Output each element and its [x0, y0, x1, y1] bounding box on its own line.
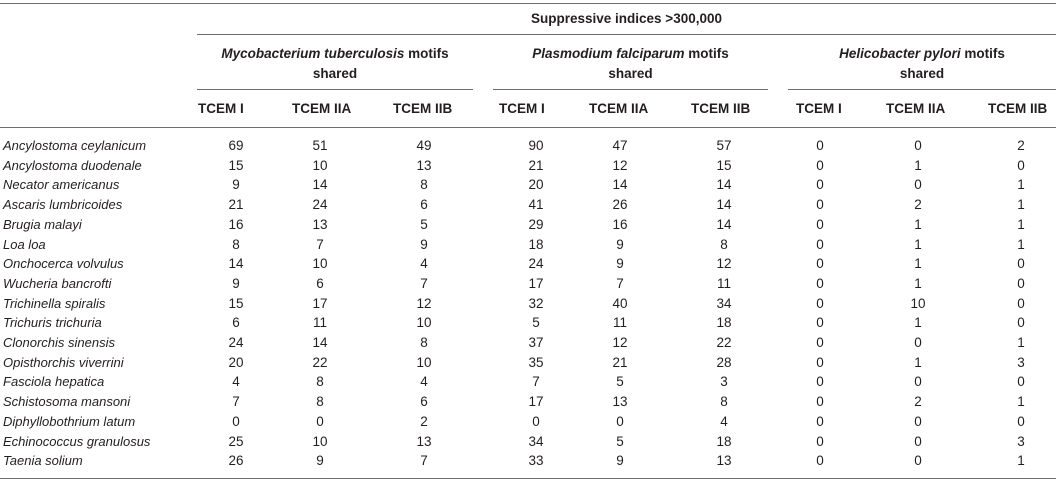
organism-name: Wucheria bancrofti	[3, 276, 112, 291]
organism-name: Trichinella spiralis	[3, 296, 106, 311]
table-cell: 25	[228, 434, 244, 449]
table-cell: 0	[816, 414, 824, 429]
table-cell: 0	[914, 177, 922, 192]
table-cell: 34	[716, 296, 732, 311]
table-title: Suppressive indices >300,000	[531, 11, 722, 26]
column-header: TCEM IIA	[886, 101, 946, 116]
table-cell: 22	[312, 355, 328, 370]
table-cell: 0	[914, 138, 922, 153]
table-cell: 1	[1017, 237, 1025, 252]
table-cell: 0	[1017, 414, 1025, 429]
table-cell: 3	[720, 374, 728, 389]
table-cell: 20	[528, 177, 544, 192]
table-cell: 4	[720, 414, 728, 429]
table-cell: 11	[312, 315, 327, 330]
table-cell: 0	[816, 453, 824, 468]
table-cell: 0	[1017, 296, 1025, 311]
table-cell: 13	[612, 394, 628, 409]
organism-name: Diphyllobothrium latum	[3, 414, 136, 429]
table-cell: 20	[228, 355, 244, 370]
table-cell: 21	[528, 158, 544, 173]
table-cell: 7	[532, 374, 540, 389]
table-cell: 14	[716, 197, 732, 212]
table-cell: 4	[420, 256, 428, 271]
table-cell: 6	[420, 394, 428, 409]
column-header: TCEM I	[499, 101, 545, 116]
organism-name: Fasciola hepatica	[3, 374, 105, 389]
table-cell: 8	[420, 335, 428, 350]
table-cell: 24	[528, 256, 544, 271]
table-cell: 0	[1017, 315, 1025, 330]
organism-name: Ascaris lumbricoides	[3, 197, 123, 212]
table-cell: 12	[416, 296, 432, 311]
table-cell: 9	[232, 276, 240, 291]
table-cell: 9	[420, 237, 428, 252]
organism-name: Trichuris trichuria	[3, 315, 102, 330]
table-cell: 21	[228, 197, 244, 212]
table-cell: 13	[416, 434, 432, 449]
organism-name: Ancylostoma ceylanicum	[3, 138, 147, 153]
table-cell: 0	[816, 158, 824, 173]
organism-name: Onchocerca volvulus	[3, 256, 124, 271]
table-cell: 5	[616, 434, 624, 449]
table-cell: 32	[528, 296, 544, 311]
table-cell: 13	[416, 158, 432, 173]
table-cell: 2	[914, 197, 922, 212]
table-cell: 49	[416, 138, 432, 153]
table-cell: 10	[312, 256, 328, 271]
table-cell: 16	[612, 217, 628, 232]
table-cell: 22	[716, 335, 732, 350]
table-cell: 5	[616, 374, 624, 389]
table-cell: 1	[914, 355, 922, 370]
table-cell: 3	[1017, 355, 1025, 370]
table-cell: 14	[312, 177, 328, 192]
table-cell: 0	[1017, 256, 1025, 271]
table-cell: 0	[816, 374, 824, 389]
table-cell: 9	[616, 237, 624, 252]
table-cell: 6	[420, 197, 428, 212]
table-cell: 0	[232, 414, 240, 429]
table-cell: 16	[228, 217, 244, 232]
group-line2: shared	[608, 66, 653, 81]
table-cell: 11	[612, 315, 627, 330]
table-cell: 1	[1017, 453, 1025, 468]
table-cell: 8	[720, 237, 728, 252]
table-cell: 0	[316, 414, 324, 429]
table-cell: 7	[316, 237, 324, 252]
table-cell: 0	[816, 276, 824, 291]
table-cell: 0	[816, 237, 824, 252]
table-cell: 5	[532, 315, 540, 330]
table-cell: 9	[616, 453, 624, 468]
table-cell: 1	[1017, 197, 1025, 212]
table-cell: 17	[528, 276, 544, 291]
table-cell: 51	[312, 138, 328, 153]
table-cell: 0	[1017, 374, 1025, 389]
table-cell: 8	[232, 237, 240, 252]
table-cell: 6	[316, 276, 324, 291]
organism-name: Brugia malayi	[3, 217, 82, 232]
group-suffix: motifs	[960, 46, 1005, 61]
table-cell: 18	[716, 434, 732, 449]
table-cell: 0	[816, 355, 824, 370]
table-cell: 14	[312, 335, 328, 350]
table-cell: 33	[528, 453, 544, 468]
table-cell: 0	[816, 296, 824, 311]
table-cell: 3	[1017, 434, 1025, 449]
group-suffix: motifs	[684, 46, 729, 61]
table-cell: 0	[816, 217, 824, 232]
table-cell: 10	[416, 315, 432, 330]
organism-name: Schistosoma mansoni	[3, 394, 131, 409]
table-cell: 14	[716, 177, 732, 192]
table-cell: 40	[612, 296, 628, 311]
table-cell: 8	[420, 177, 428, 192]
table-cell: 21	[612, 355, 628, 370]
table-cell: 29	[528, 217, 544, 232]
organism-name: Clonorchis sinensis	[3, 335, 115, 350]
table-cell: 41	[528, 197, 544, 212]
table-cell: 0	[914, 335, 922, 350]
table-cell: 15	[228, 158, 244, 173]
table-cell: 17	[528, 394, 544, 409]
table-cell: 28	[716, 355, 732, 370]
table-cell: 1	[914, 217, 922, 232]
table-cell: 2	[1017, 138, 1025, 153]
table-cell: 8	[316, 394, 324, 409]
table-cell: 7	[420, 453, 428, 468]
group-genus: Helicobacter pylori	[839, 46, 961, 61]
table-cell: 1	[914, 158, 922, 173]
group-line2: shared	[312, 66, 358, 81]
table-cell: 9	[232, 177, 240, 192]
organism-name: Opisthorchis viverrini	[3, 355, 124, 370]
table-cell: 8	[720, 394, 728, 409]
table-cell: 12	[612, 158, 628, 173]
table-cell: 69	[228, 138, 244, 153]
table-cell: 0	[532, 414, 540, 429]
table-cell: 15	[228, 296, 244, 311]
table-cell: 0	[616, 414, 624, 429]
table-cell: 35	[528, 355, 544, 370]
table-cell: 0	[914, 453, 922, 468]
table-cell: 4	[232, 374, 240, 389]
table-cell: 10	[312, 434, 328, 449]
table-cell: 12	[716, 256, 732, 271]
table-cell: 0	[1017, 158, 1025, 173]
table-cell: 12	[612, 335, 628, 350]
column-header: TCEM IIA	[292, 101, 352, 116]
table-cell: 13	[312, 217, 328, 232]
table-cell: 18	[528, 237, 544, 252]
table-cell: 0	[816, 138, 824, 153]
table-cell: 37	[528, 335, 544, 350]
column-header: TCEM IIB	[393, 101, 453, 116]
table-cell: 15	[716, 158, 732, 173]
table-cell: 13	[716, 453, 732, 468]
table-cell: 0	[914, 434, 922, 449]
table-cell: 47	[612, 138, 628, 153]
table-cell: 0	[816, 394, 824, 409]
table-cell: 2	[914, 394, 922, 409]
column-header: TCEM IIB	[691, 101, 751, 116]
table-cell: 1	[1017, 177, 1025, 192]
table-cell: 0	[1017, 276, 1025, 291]
table-cell: 0	[816, 434, 824, 449]
table-cell: 0	[816, 197, 824, 212]
table-cell: 0	[816, 315, 824, 330]
table-cell: 0	[816, 256, 824, 271]
table-cell: 0	[914, 414, 922, 429]
column-header: TCEM IIB	[988, 101, 1048, 116]
column-header: TCEM I	[198, 101, 244, 116]
table-cell: 9	[616, 256, 624, 271]
table-cell: 1	[1017, 335, 1025, 350]
organism-name: Loa loa	[3, 237, 46, 252]
column-header: TCEM IIA	[589, 101, 649, 116]
table-cell: 10	[312, 158, 328, 173]
table-cell: 2	[420, 414, 428, 429]
table-cell: 0	[914, 374, 922, 389]
group-suffix: motifs	[404, 46, 449, 61]
table-cell: 11	[716, 276, 731, 291]
table-cell: 10	[910, 296, 926, 311]
table-cell: 1	[1017, 394, 1025, 409]
table-cell: 6	[232, 315, 240, 330]
table-cell: 7	[420, 276, 428, 291]
table-cell: 0	[816, 177, 824, 192]
table-cell: 24	[228, 335, 244, 350]
group-genus: Mycobacterium tuberculosis	[221, 46, 405, 61]
table-cell: 26	[612, 197, 628, 212]
table-cell: 90	[528, 138, 544, 153]
table-cell: 18	[716, 315, 732, 330]
table-cell: 17	[312, 296, 328, 311]
table-cell: 4	[420, 374, 428, 389]
organism-name: Ancylostoma duodenale	[3, 158, 142, 173]
table-cell: 8	[316, 374, 324, 389]
table-cell: 5	[420, 217, 428, 232]
table-cell: 14	[716, 217, 732, 232]
table-cell: 14	[228, 256, 244, 271]
table-cell: 24	[312, 197, 328, 212]
table-cell: 57	[716, 138, 732, 153]
table-cell: 1	[1017, 217, 1025, 232]
table-cell: 1	[914, 256, 922, 271]
table-cell: 34	[528, 434, 544, 449]
table-cell: 1	[914, 237, 922, 252]
table-cell: 14	[612, 177, 628, 192]
table-cell: 1	[914, 276, 922, 291]
table-cell: 7	[232, 394, 240, 409]
organism-name: Taenia solium	[3, 453, 83, 468]
group-genus: Plasmodium falciparum	[532, 46, 685, 61]
table-cell: 0	[816, 335, 824, 350]
organism-name: Echinococcus granulosus	[3, 434, 151, 449]
group-line2: shared	[899, 66, 945, 81]
column-header: TCEM I	[796, 101, 842, 116]
table-cell: 7	[616, 276, 624, 291]
table-cell: 26	[228, 453, 244, 468]
table-cell: 9	[316, 453, 324, 468]
table-cell: 1	[914, 315, 922, 330]
organism-name: Necator americanus	[3, 177, 120, 192]
table-cell: 10	[416, 355, 432, 370]
